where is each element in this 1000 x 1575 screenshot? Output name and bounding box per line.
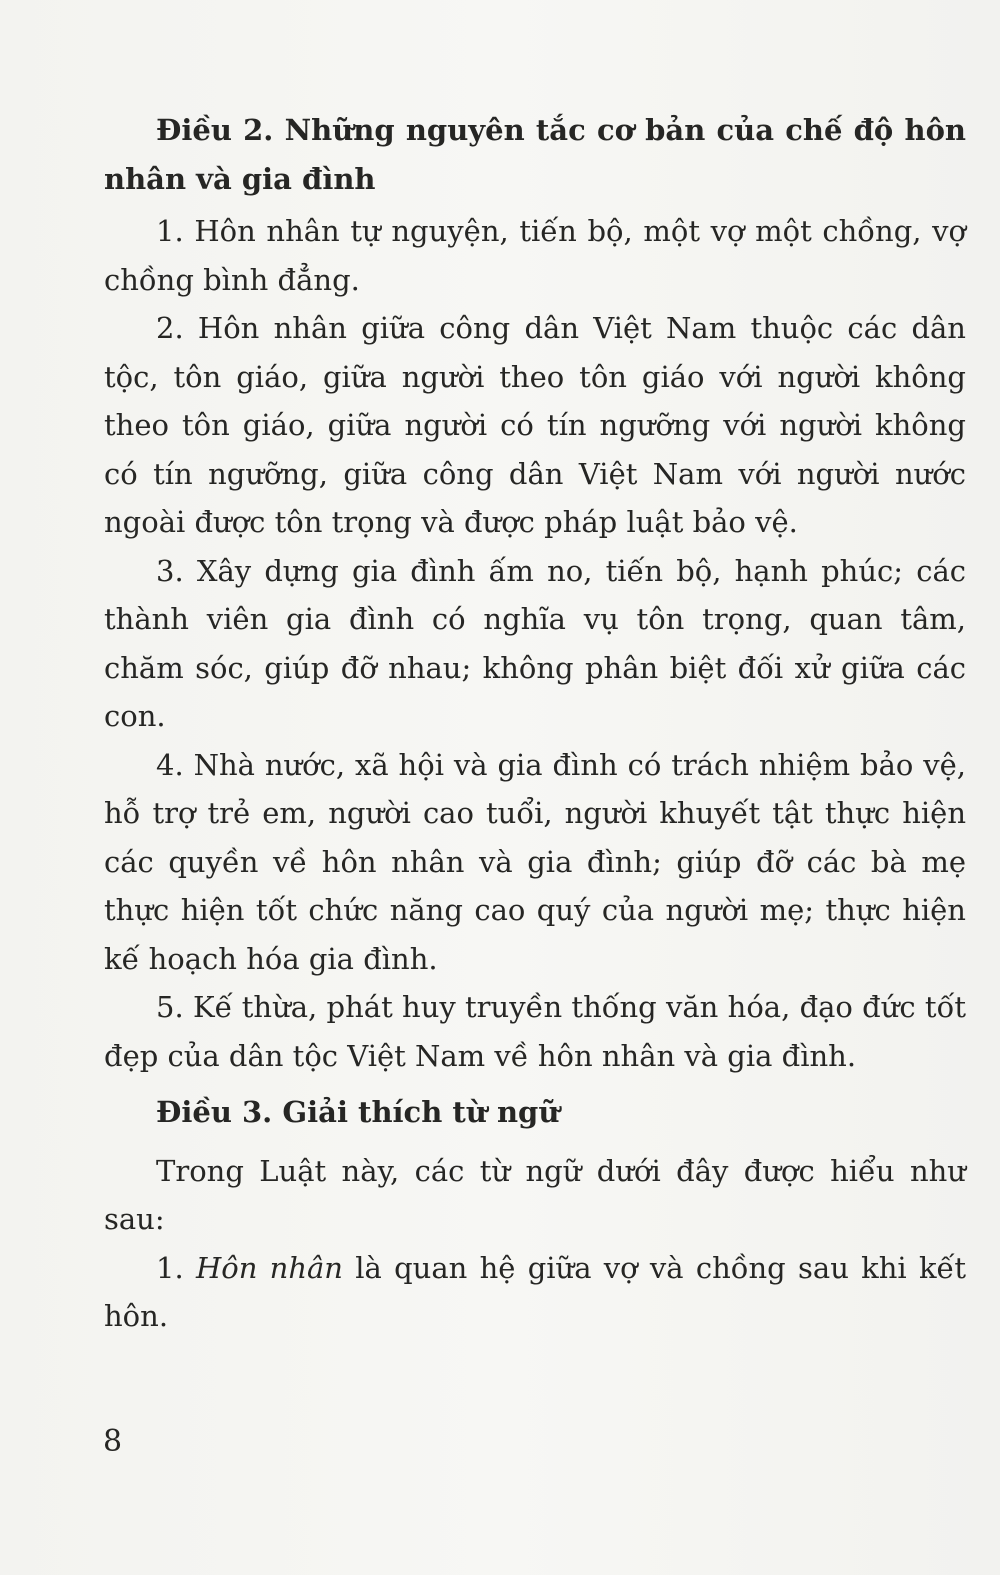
article-3-heading: Điều 3. Giải thích từ ngữ — [156, 1095, 560, 1129]
article-2-item-5: 5. Kế thừa, phát huy truyền thống văn hóa, đạo đức tốt đẹp của dân tộc Việt Nam về hôn nhân và gia đình. — [104, 990, 966, 1073]
article-2-item-1: 1. Hôn nhân tự nguyện, tiến bộ, một vợ một chồng, vợ chồng bình đẳng. — [104, 214, 966, 297]
article-2-item-2: 2. Hôn nhân giữa công dân Việt Nam thuộc các dân tộc, tôn giáo, giữa người theo tôn giáo với người không theo tôn giáo, giữa người có tín ngưỡng với người không có tín ngưỡng, giữa công dân Việt Nam với người nước ngoài được tôn trọng và được pháp luật bảo vệ. — [104, 311, 966, 539]
item-1-number: 1. — [156, 1250, 184, 1285]
page-body — [104, 106, 966, 1341]
article-2-item-3: 3. Xây dựng gia đình ấm no, tiến bộ, hạnh phúc; các thành viên gia đình có nghĩa vụ tôn trọng, quan tâm, chăm sóc, giúp đỡ nhau; không phân biệt đối xử giữa các con. — [104, 553, 966, 733]
defined-term: Hôn nhân — [195, 1250, 343, 1285]
article-2-item-4: 4. Nhà nước, xã hội và gia đình có trách nhiệm bảo vệ, hỗ trợ trẻ em, người cao tuổi, người khuyết tật thực hiện các quyền về hôn nhân và gia đình; giúp đỡ các bà mẹ thực hiện tốt chức năng cao quý của người mẹ; thực hiện kế hoạch hóa gia đình. — [104, 747, 966, 976]
page-number: 8 — [103, 1424, 123, 1459]
article-2-heading: Điều 2. Những nguyên tắc cơ bản của chế độ hôn nhân và gia đình — [104, 113, 966, 196]
article-3-item-1 — [104, 1244, 966, 1341]
item-1-definition: là quan hệ giữa vợ và chồng sau khi kết hôn. — [104, 1250, 967, 1333]
article-3-intro: Trong Luật này, các từ ngữ dưới đây được hiểu như sau: — [104, 1153, 966, 1236]
